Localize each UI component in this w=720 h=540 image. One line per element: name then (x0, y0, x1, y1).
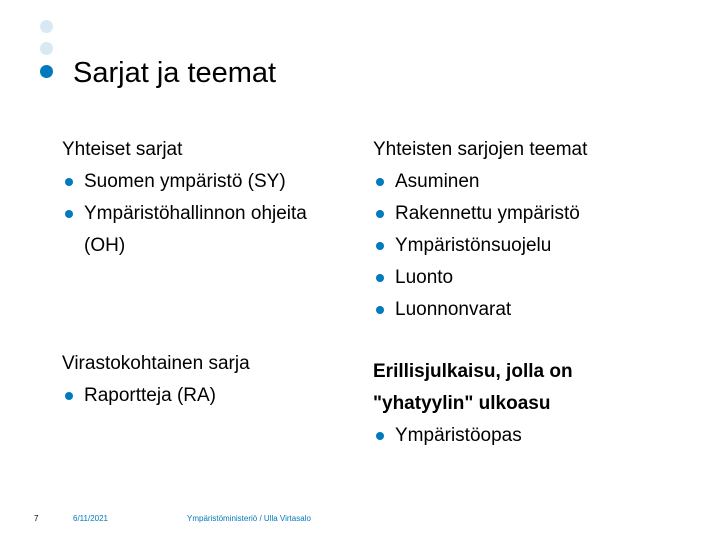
bullet-icon (65, 210, 73, 218)
list-item-label: Raportteja (RA) (84, 385, 216, 406)
list-item (373, 420, 673, 452)
series-common-block (62, 134, 352, 262)
separate-publication-list (373, 420, 673, 452)
list-item-label: Ympäristöopas (395, 425, 522, 446)
list-item-label: Asuminen (395, 171, 480, 192)
list-item (373, 198, 673, 230)
decorative-dot-accent (40, 65, 53, 78)
agency-series-heading: Virastokohtainen sarja (62, 353, 250, 374)
series-common-heading: Yhteiset sarjat (62, 139, 183, 160)
separate-publication-heading-line2: "yhatyylin" ulkoasu (373, 393, 551, 414)
bullet-icon (376, 274, 384, 282)
list-item (373, 166, 673, 198)
footer-date: 6/11/2021 (73, 514, 108, 523)
list-item-label: Ympäristöhallinnon ohjeita (OH) (84, 203, 307, 256)
footer-page-number: 7 (34, 514, 39, 523)
separate-publication-heading-line1: Erillisjulkaisu, jolla on (373, 361, 573, 382)
list-item-label: Luonto (395, 267, 454, 288)
slide-title: Sarjat ja teemat (73, 57, 277, 89)
list-item (62, 198, 352, 262)
list-item-label: Suomen ympäristö (SY) (84, 171, 286, 192)
footer-text: Ympäristöministeriö / Ulla Virtasalo (187, 514, 311, 523)
list-item (373, 294, 673, 326)
list-item-label: Ympäristönsuojelu (395, 235, 552, 256)
agency-series-list (62, 380, 352, 412)
list-item-label: Luonnonvarat (395, 299, 512, 320)
agency-series-block (62, 348, 352, 412)
list-item (62, 166, 352, 198)
bullet-icon (65, 392, 73, 400)
bullet-icon (376, 306, 384, 314)
bullet-icon (376, 210, 384, 218)
list-item (62, 380, 352, 412)
list-item (373, 262, 673, 294)
decorative-dot-light (40, 42, 53, 55)
themes-block (373, 134, 673, 326)
bullet-icon (65, 178, 73, 186)
series-common-list (62, 166, 352, 262)
list-item-label: Rakennettu ympäristö (395, 203, 580, 224)
bullet-icon (376, 178, 384, 186)
bullet-icon (376, 432, 384, 440)
separate-publication-block (373, 356, 673, 452)
list-item (373, 230, 673, 262)
themes-list (373, 166, 673, 326)
themes-heading: Yhteisten sarjojen teemat (373, 139, 588, 160)
decorative-dot-light (40, 20, 53, 33)
bullet-icon (376, 242, 384, 250)
